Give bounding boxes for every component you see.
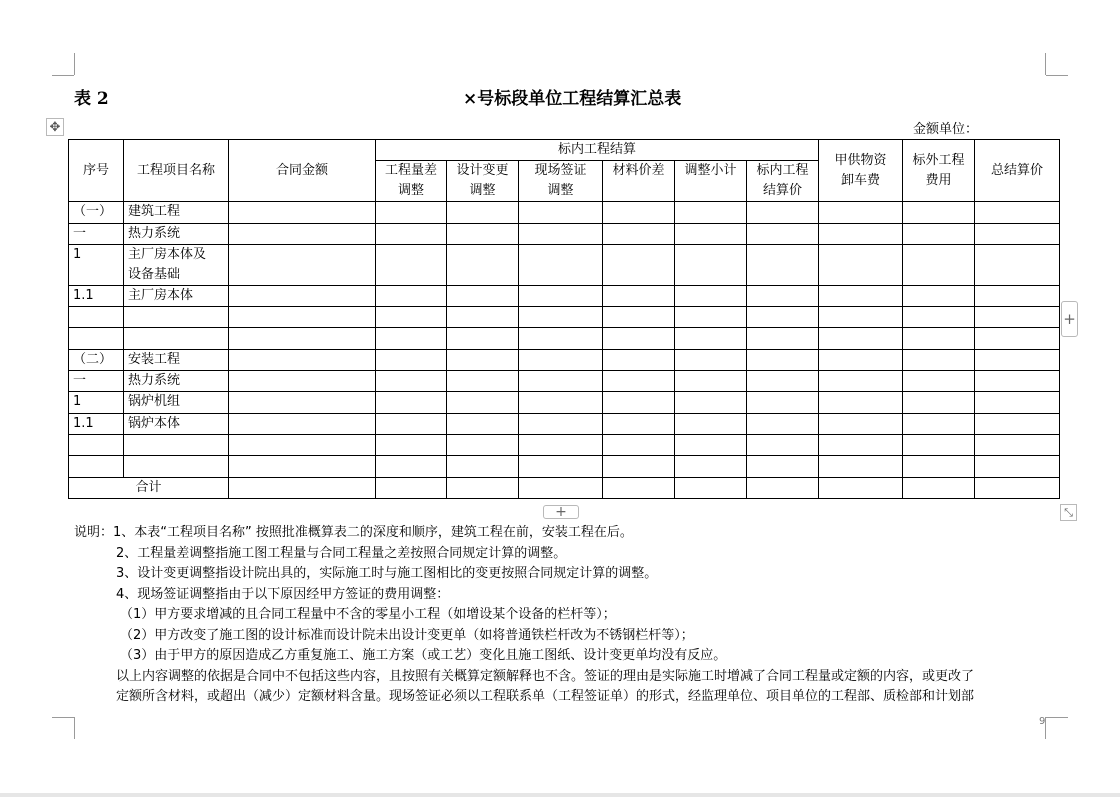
crop-mark-top-right-h [1046, 75, 1068, 76]
note-line: （1）甲方要求增减的且合同工程量中不含的零星小工程（如增设某个设备的栏杆等）； [120, 607, 616, 622]
settlement-summary-table [68, 139, 1060, 499]
header-design-change: 设计变更 调整 [447, 161, 519, 202]
cell-seq[interactable]: 一 [69, 371, 124, 392]
cell-value[interactable] [903, 223, 975, 244]
cell-item-name[interactable]: 安装工程 [124, 349, 229, 370]
cell-value[interactable] [903, 413, 975, 434]
cell-value[interactable] [519, 392, 603, 413]
cell-value[interactable] [819, 202, 903, 223]
cell-value[interactable] [747, 202, 819, 223]
cell-value[interactable] [747, 371, 819, 392]
table-row [69, 456, 1060, 477]
cell-item-name[interactable] [124, 456, 229, 477]
cell-value[interactable] [819, 392, 903, 413]
cell-value[interactable] [747, 328, 819, 349]
cell-value[interactable] [819, 223, 903, 244]
cell-value[interactable] [903, 307, 975, 328]
cell-value[interactable] [447, 223, 519, 244]
cell-value[interactable] [675, 392, 747, 413]
cell-value[interactable] [376, 285, 447, 306]
cell-value[interactable] [675, 307, 747, 328]
crop-mark-top-left-v [74, 53, 75, 75]
resize-icon: ⤡ [1064, 506, 1073, 519]
cell-value[interactable] [819, 477, 903, 498]
cell-value[interactable] [975, 328, 1060, 349]
cell-value[interactable] [819, 456, 903, 477]
cell-value[interactable] [675, 456, 747, 477]
move-icon: ✥ [49, 120, 61, 135]
cell-seq[interactable] [69, 434, 124, 455]
cell-value[interactable] [903, 285, 975, 306]
add-row-button[interactable] [543, 505, 579, 519]
cell-value[interactable] [603, 392, 675, 413]
cell-value[interactable] [675, 223, 747, 244]
header-material-diff: 材料价差 [603, 161, 675, 202]
header-contract-amount: 合同金额 [229, 140, 376, 202]
header-site-visa: 现场签证 调整 [519, 161, 603, 202]
cell-item-name[interactable]: 主厂房本体及 设备基础 [124, 244, 229, 285]
header-adjust-subtotal: 调整小计 [675, 161, 747, 202]
cell-value[interactable] [675, 285, 747, 306]
cell-value[interactable] [519, 307, 603, 328]
table-row [69, 223, 1060, 244]
cell-value[interactable] [747, 307, 819, 328]
cell-seq[interactable] [69, 456, 124, 477]
header-bid-settlement-price: 标内工程 结算价 [747, 161, 819, 202]
cell-value[interactable] [819, 413, 903, 434]
cell-value[interactable] [447, 202, 519, 223]
note-line: 2、工程量差调整指施工图工程量与合同工程量之差按照合同规定计算的调整。 [116, 545, 567, 561]
cell-value[interactable] [229, 349, 376, 370]
add-column-button[interactable] [1061, 301, 1078, 337]
cell-value[interactable] [376, 413, 447, 434]
cell-value[interactable] [447, 456, 519, 477]
cell-value[interactable] [376, 349, 447, 370]
cell-value[interactable] [975, 223, 1060, 244]
cell-item-name[interactable] [124, 434, 229, 455]
window-bottom-strip [0, 793, 1120, 797]
total-label[interactable]: 合计 [69, 477, 229, 498]
cell-value[interactable] [519, 223, 603, 244]
cell-value[interactable] [819, 244, 903, 285]
cell-value[interactable] [675, 202, 747, 223]
cell-value[interactable] [975, 307, 1060, 328]
cell-value[interactable] [675, 413, 747, 434]
cell-item-name[interactable]: 锅炉本体 [124, 413, 229, 434]
cell-value[interactable] [747, 434, 819, 455]
cell-seq[interactable]: 1.1 [69, 413, 124, 434]
cell-value[interactable] [229, 456, 376, 477]
cell-item-name[interactable]: 锅炉机组 [124, 392, 229, 413]
note-line: 说明：1、本表“工程项目名称” 按照批准概算表二的深度和顺序，建筑工程在前，安装工程在后。 [74, 525, 633, 540]
table-row [69, 328, 1060, 349]
header-extra-bid-cost: 标外工程 费用 [903, 140, 975, 202]
table-move-handle[interactable] [46, 118, 64, 136]
cell-value[interactable] [903, 202, 975, 223]
cell-value[interactable] [447, 244, 519, 285]
table-number-label: 表 2 [74, 89, 109, 109]
cell-value[interactable] [519, 371, 603, 392]
cell-value[interactable] [747, 392, 819, 413]
cell-value[interactable] [447, 307, 519, 328]
cell-value[interactable] [519, 456, 603, 477]
header-quantity-diff: 工程量差 调整 [376, 161, 447, 202]
crop-mark-top-right-v [1045, 53, 1046, 75]
document-title: ×号标段单位工程结算汇总表 [463, 89, 682, 109]
cell-value[interactable] [975, 285, 1060, 306]
cell-value[interactable] [975, 392, 1060, 413]
crop-mark-bottom-left-h [52, 717, 74, 718]
cell-value[interactable] [603, 223, 675, 244]
note-line: （2）甲方改变了施工图的设计标准而设计院未出设计变更单（如将普通铁栏杆改为不锈钢栏杆等）； [120, 627, 694, 643]
table-resize-handle[interactable] [1060, 504, 1077, 521]
cell-value[interactable] [376, 477, 447, 498]
cell-seq[interactable]: （二） [69, 349, 124, 370]
cell-value[interactable] [603, 456, 675, 477]
amount-unit-label: 金额单位： [913, 122, 979, 137]
cell-value[interactable] [447, 349, 519, 370]
cell-value[interactable] [903, 434, 975, 455]
cell-value[interactable] [975, 477, 1060, 498]
cell-value[interactable] [519, 413, 603, 434]
cell-value[interactable] [675, 434, 747, 455]
cell-seq[interactable]: （一） [69, 202, 124, 223]
cell-value[interactable] [747, 349, 819, 370]
cell-value[interactable] [975, 202, 1060, 223]
cell-value[interactable] [903, 371, 975, 392]
cell-value[interactable] [447, 371, 519, 392]
cell-value[interactable] [903, 456, 975, 477]
table-row [69, 349, 1060, 370]
cell-item-name[interactable] [124, 307, 229, 328]
table-row [69, 307, 1060, 328]
cell-value[interactable] [376, 434, 447, 455]
table-row [69, 244, 1060, 285]
cell-value[interactable] [603, 202, 675, 223]
cell-value[interactable] [903, 392, 975, 413]
cell-value[interactable] [519, 477, 603, 498]
cell-value[interactable] [747, 285, 819, 306]
header-row-1 [69, 140, 1060, 161]
cell-seq[interactable]: 1 [69, 244, 124, 285]
cell-value[interactable] [819, 328, 903, 349]
cell-value[interactable] [675, 244, 747, 285]
cell-value[interactable] [819, 349, 903, 370]
cell-item-name[interactable]: 热力系统 [124, 371, 229, 392]
cell-value[interactable] [747, 244, 819, 285]
cell-value[interactable] [603, 477, 675, 498]
cell-value[interactable] [229, 328, 376, 349]
cell-value[interactable] [975, 244, 1060, 285]
cell-value[interactable] [603, 434, 675, 455]
cell-seq[interactable] [69, 328, 124, 349]
header-item-name: 工程项目名称 [124, 140, 229, 202]
table-body [69, 140, 1060, 499]
header-total-settlement: 总结算价 [975, 140, 1060, 202]
cell-value[interactable] [376, 223, 447, 244]
cell-value[interactable] [975, 349, 1060, 370]
plus-icon: + [1063, 310, 1076, 328]
cell-value[interactable] [603, 307, 675, 328]
note-line: （3）由于甲方的原因造成乙方重复施工、施工方案（或工艺）变化且施工图纸、设计变更单均没有反应。 [120, 648, 727, 663]
cell-value[interactable] [519, 328, 603, 349]
notes-section [74, 523, 1064, 708]
cell-value[interactable] [519, 349, 603, 370]
crop-mark-bottom-left-v [74, 717, 75, 739]
cell-value[interactable] [447, 434, 519, 455]
cell-value[interactable] [519, 202, 603, 223]
cell-value[interactable] [819, 434, 903, 455]
cell-value[interactable] [675, 349, 747, 370]
cell-item-name[interactable]: 热力系统 [124, 223, 229, 244]
cell-value[interactable] [975, 413, 1060, 434]
header-bid-settlement-group: 标内工程结算 [376, 140, 819, 161]
note-line: 定额所含材料，或超出（减少）定额材料含量。现场签证必须以工程联系单（工程签证单）的形式，经监理单位、项目单位的工程部、质检部和计划部 [116, 689, 975, 704]
cell-value[interactable] [447, 392, 519, 413]
header-owner-supply-unloading: 甲供物资 卸车费 [819, 140, 903, 202]
cell-value[interactable] [747, 413, 819, 434]
cell-value[interactable] [229, 371, 376, 392]
crop-mark-top-left-h [52, 75, 74, 76]
cell-value[interactable] [229, 244, 376, 285]
cell-value[interactable] [229, 223, 376, 244]
crop-mark-bottom-right-h [1046, 717, 1068, 718]
cell-value[interactable] [903, 328, 975, 349]
table-row [69, 371, 1060, 392]
cell-value[interactable] [519, 285, 603, 306]
cell-value[interactable] [675, 328, 747, 349]
cell-value[interactable] [229, 434, 376, 455]
cell-value[interactable] [229, 392, 376, 413]
cell-value[interactable] [376, 244, 447, 285]
cell-value[interactable] [975, 456, 1060, 477]
cell-value[interactable] [229, 285, 376, 306]
table-row [69, 434, 1060, 455]
cell-value[interactable] [819, 371, 903, 392]
cell-value[interactable] [603, 349, 675, 370]
cell-value[interactable] [519, 244, 603, 285]
cell-value[interactable] [903, 244, 975, 285]
cell-value[interactable] [447, 413, 519, 434]
plus-icon: + [555, 504, 567, 520]
cell-value[interactable] [376, 456, 447, 477]
cell-value[interactable] [603, 244, 675, 285]
cell-item-name[interactable] [124, 328, 229, 349]
cell-value[interactable] [747, 477, 819, 498]
cell-value[interactable] [603, 413, 675, 434]
cell-value[interactable] [975, 434, 1060, 455]
cell-value[interactable] [229, 307, 376, 328]
cell-value[interactable] [447, 285, 519, 306]
table-row [69, 202, 1060, 223]
cell-value[interactable] [975, 371, 1060, 392]
cell-item-name[interactable]: 建筑工程 [124, 202, 229, 223]
cell-value[interactable] [229, 477, 376, 498]
page-number: 9 [1039, 716, 1046, 727]
cell-seq[interactable]: 1 [69, 392, 124, 413]
note-line: 以上内容调整的依据是合同中不包括这些内容，且按照有关概算定额解释也不含。签证的理由是实际施工时增减了合同工程量或定额的内容，或更改了 [116, 668, 975, 684]
cell-value[interactable] [376, 371, 447, 392]
table-row [69, 392, 1060, 413]
cell-value[interactable] [447, 328, 519, 349]
cell-value[interactable] [675, 477, 747, 498]
note-line: 3、设计变更调整指设计院出具的，实际施工时与施工图相比的变更按照合同规定计算的调整。 [116, 566, 658, 581]
cell-value[interactable] [747, 456, 819, 477]
cell-value[interactable] [376, 202, 447, 223]
cell-value[interactable] [519, 434, 603, 455]
cell-value[interactable] [903, 349, 975, 370]
cell-value[interactable] [603, 371, 675, 392]
cell-value[interactable] [229, 413, 376, 434]
note-line: 4、现场签证调整指由于以下原因经甲方签证的费用调整： [116, 586, 450, 602]
cell-value[interactable] [675, 371, 747, 392]
table-row [69, 413, 1060, 434]
cell-seq[interactable] [69, 307, 124, 328]
total-row [69, 477, 1060, 498]
cell-value[interactable] [376, 328, 447, 349]
cell-value[interactable] [376, 392, 447, 413]
cell-seq[interactable]: 1.1 [69, 285, 124, 306]
cell-value[interactable] [229, 202, 376, 223]
cell-item-name[interactable]: 主厂房本体 [124, 285, 229, 306]
cell-value[interactable] [819, 285, 903, 306]
table-row [69, 285, 1060, 306]
cell-value[interactable] [603, 328, 675, 349]
cell-seq[interactable]: 一 [69, 223, 124, 244]
cell-value[interactable] [376, 307, 447, 328]
cell-value[interactable] [903, 477, 975, 498]
cell-value[interactable] [819, 307, 903, 328]
cell-value[interactable] [603, 285, 675, 306]
cell-value[interactable] [747, 223, 819, 244]
cell-value[interactable] [447, 477, 519, 498]
header-seq: 序号 [69, 140, 124, 202]
